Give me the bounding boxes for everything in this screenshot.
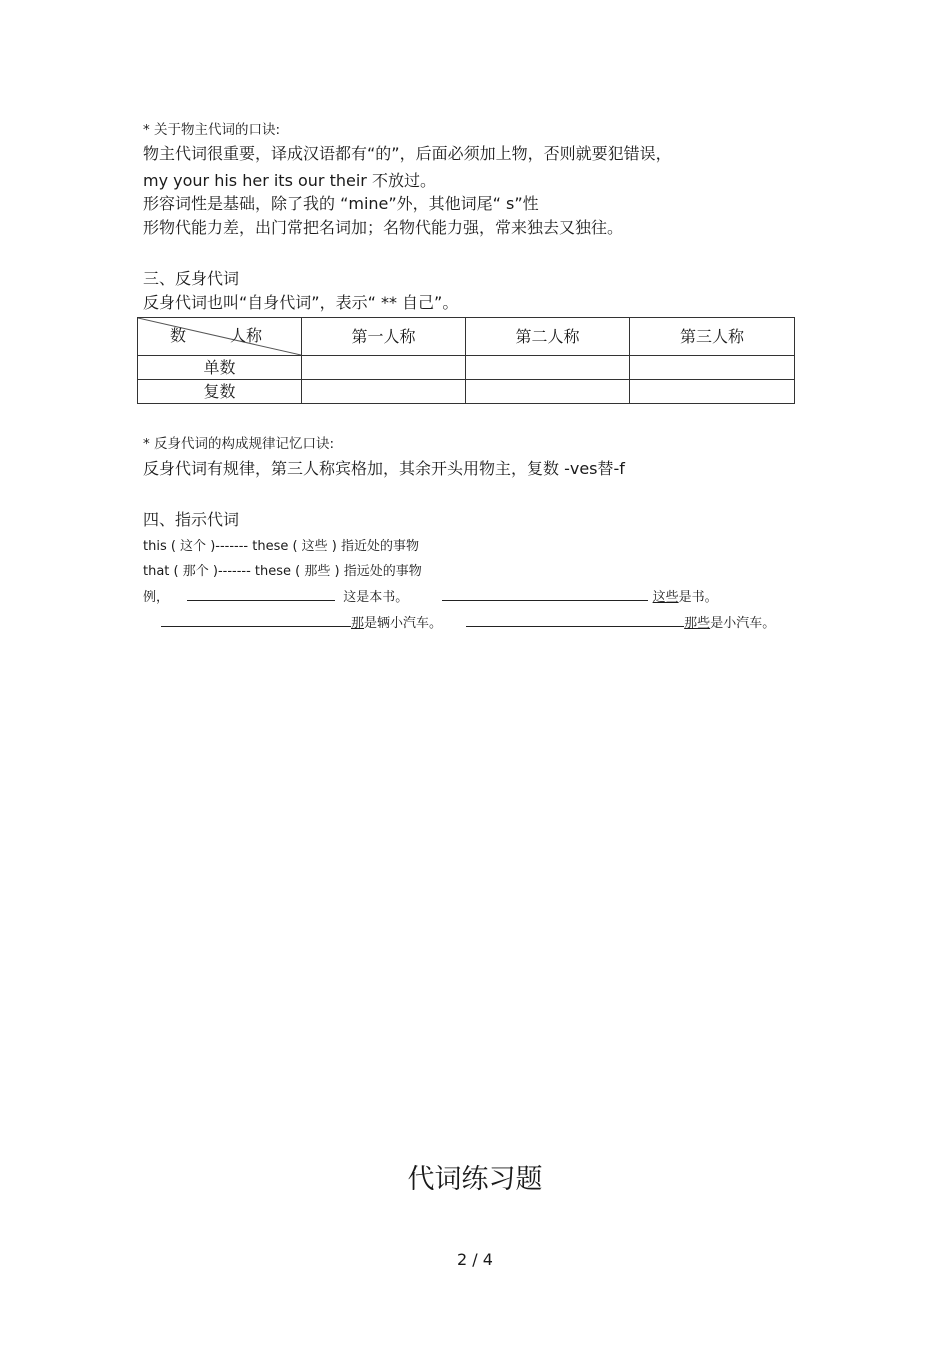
possessive-line-1: 物主代词很重要，译成汉语都有“的”，后面必须加上物，否则就要犯错误， [143,144,672,163]
example-1-text: 这是本书。 [343,590,409,605]
reflexive-rule-text: 反身代词有规律，第三人称宾格加，其余开头用物主，复数 -ves替-f [143,459,625,478]
table-cell [302,380,466,404]
example-row-2 [161,613,775,630]
answer-blank-4[interactable] [466,613,684,627]
corner-label-number: 数 [170,326,187,345]
possessive-line-3: 形容词性是基础，除了我的 “mine”外，其他词尾“ s”性 [143,194,539,213]
example-2-text: 是书。 [678,590,718,605]
example-4-underlined: 那些 [684,616,711,631]
table-cell [630,356,795,380]
table-cell [630,380,795,404]
table-header-row [138,318,795,356]
header-first-person: 第一人称 [302,318,466,356]
answer-blank-1[interactable] [187,587,335,601]
reflexive-rule-heading: * 反身代词的构成规律记忆口诀: [143,436,335,452]
demonstrative-heading: 四、指示代词 [143,510,240,529]
table-cell [466,356,630,380]
corner-label-person: 人称 [230,326,263,345]
header-second-person: 第二人称 [466,318,630,356]
example-3-text: 是辆小汽车。 [364,616,443,631]
reflexive-intro: 反身代词也叫“自身代词”，表示“ ** 自己”。 [143,293,459,312]
possessive-line-4: 形物代能力差，出门常把名词加；名物代能力强，常来独去又独往。 [143,218,624,237]
page-number: 2 / 4 [457,1250,493,1269]
table-row [138,380,795,404]
exercise-title: 代词练习题 [407,1164,543,1195]
example-2-underlined: 这些 [652,590,679,605]
reflexive-pronoun-table [137,317,795,404]
header-third-person: 第三人称 [630,318,795,356]
example-row-1 [143,587,718,604]
example-3-underlined: 那 [351,616,365,631]
reflexive-heading: 三、反身代词 [143,269,240,288]
possessive-heading: * 关于物主代词的口诀: [143,122,281,138]
table-cell [302,356,466,380]
possessive-line-2: my your his her its our their 不放过。 [143,171,436,190]
demonstrative-line-1: this ( 这个 )------- these ( 这些 ) 指近处的事物 [143,539,420,554]
table-corner-cell [138,318,302,356]
demonstrative-line-2: that ( 那个 )------- these ( 那些 ) 指远处的事物 [143,564,422,579]
table-cell [466,380,630,404]
example-label: 例， [143,590,170,605]
row-label-plural: 复数 [138,380,302,404]
table-row [138,356,795,380]
example-4-text: 是小汽车。 [710,616,776,631]
row-label-singular: 单数 [138,356,302,380]
diagonal-line [138,318,301,355]
answer-blank-3[interactable] [161,613,351,627]
answer-blank-2[interactable] [442,587,648,601]
